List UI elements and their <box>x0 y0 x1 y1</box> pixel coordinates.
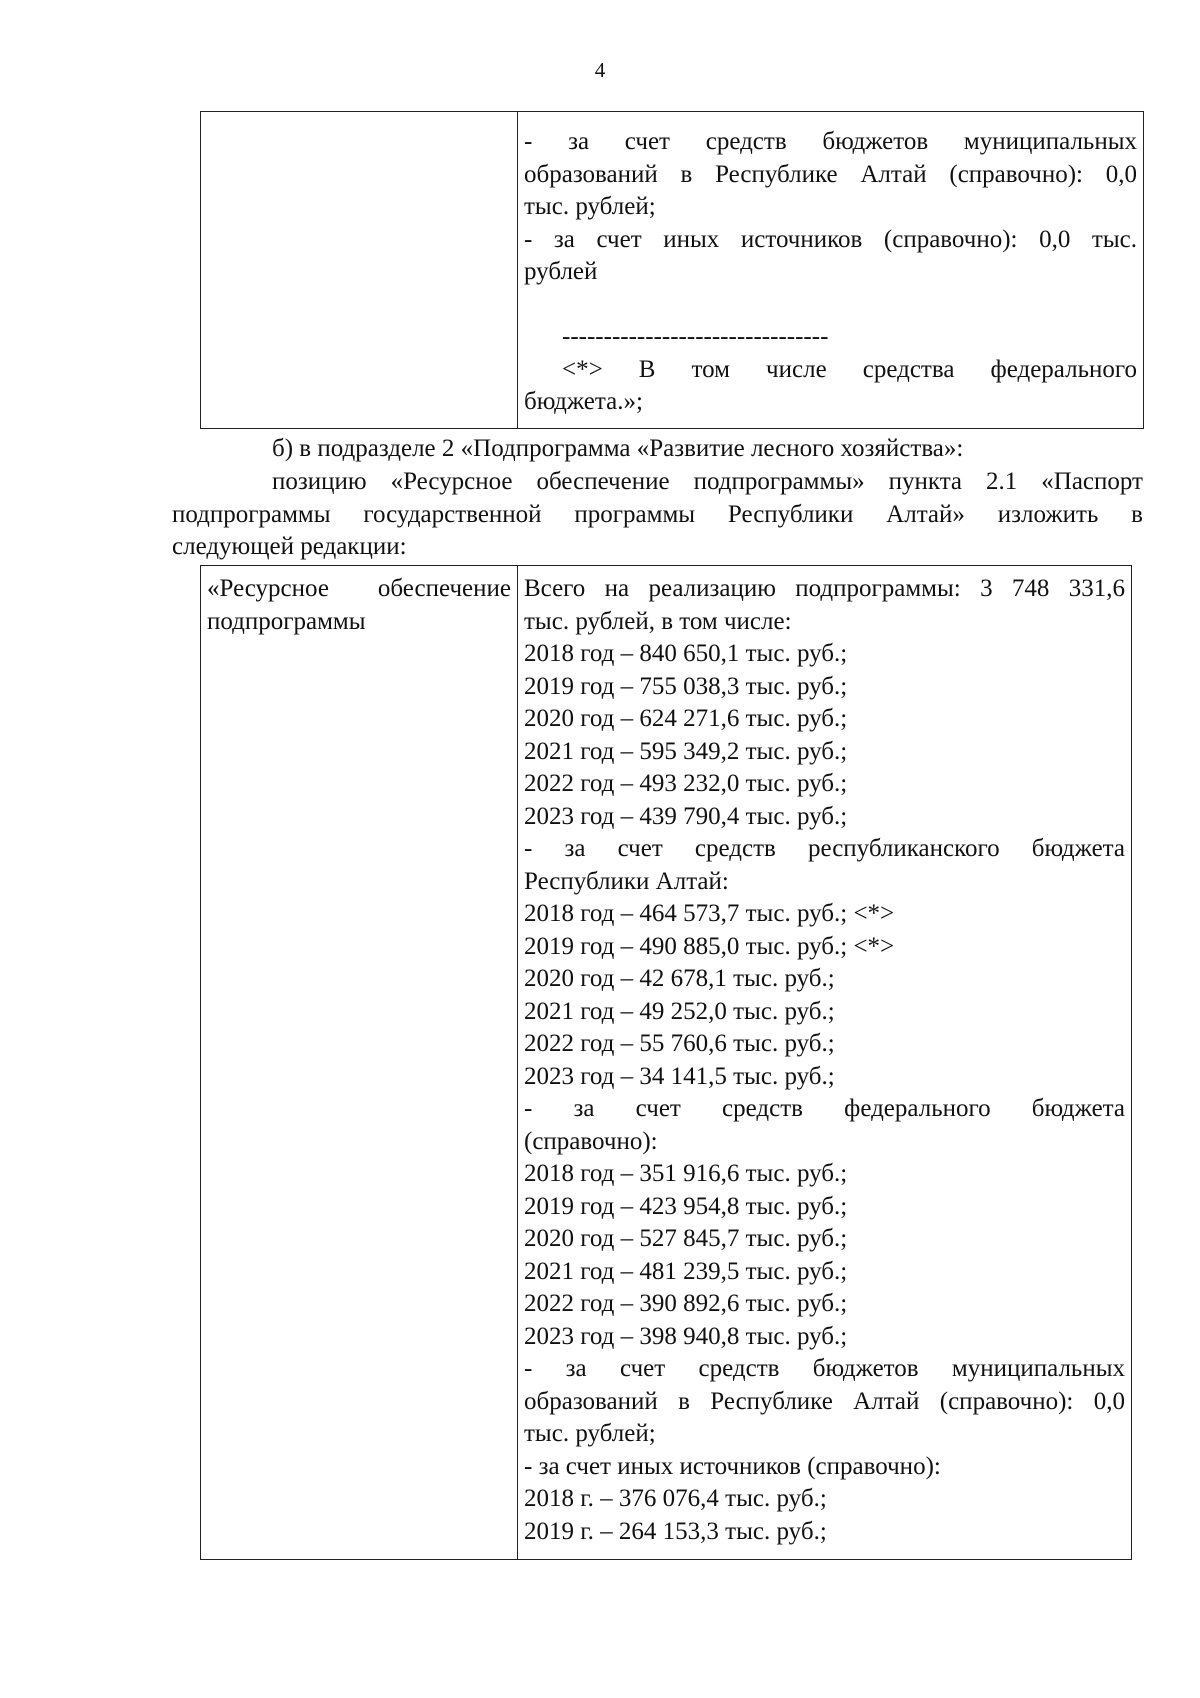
funding-line: 2023 год – 439 790,4 тыс. руб.; <box>524 802 848 830</box>
table2-right-cell <box>518 566 1132 1560</box>
resource-provision-table <box>200 565 1132 1560</box>
table1-left-cell <box>201 112 518 429</box>
footnote-separator: -------------------------------- <box>562 323 829 350</box>
funding-line: 2018 год – 840 650,1 тыс. руб.; <box>524 640 848 667</box>
resource-table-continued <box>200 111 1144 429</box>
table2-left-cell <box>201 566 518 1560</box>
funding-line: 2023 год – 398 940,8 тыс. руб.; <box>524 1322 848 1350</box>
funding-line: 2020 год – 42 678,1 тыс. руб.; <box>524 965 835 992</box>
funding-line: 2022 год – 390 892,6 тыс. руб.; <box>524 1290 848 1317</box>
funding-line: - за счет средств республиканского бюджета <box>524 835 1125 862</box>
funding-line: тыс. рублей; <box>524 1420 656 1447</box>
funding-line: 2018 год – 464 573,7 тыс. руб.; <*> <box>524 900 895 927</box>
page-number: 4 <box>594 58 606 82</box>
funding-line: 2021 год – 481 239,5 тыс. руб.; <box>524 1257 848 1285</box>
amendment-paragraph-position <box>172 466 1143 564</box>
funding-line: 2021 год – 595 349,2 тыс. руб.; <box>524 737 848 765</box>
funding-line: 2020 год – 624 271,6 тыс. руб.; <box>524 705 848 732</box>
funding-line: 2019 г. – 264 153,3 тыс. руб.; <box>524 1517 827 1545</box>
funding-line: 2022 год – 55 760,6 тыс. руб.; <box>524 1030 835 1057</box>
paragraph-line: следующей редакции: <box>172 533 407 560</box>
funding-line: 2019 год – 423 954,8 тыс. руб.; <box>524 1192 848 1220</box>
funding-line: тыс. рублей, в том числе: <box>524 607 792 635</box>
funding-line: 2019 год – 490 885,0 тыс. руб.; <*> <box>524 932 895 960</box>
footnote-text: <*> В том числе средства федерального <box>562 355 1137 383</box>
table1-line: образований в Республике Алтай (справочно): 0,0 <box>524 160 1137 188</box>
funding-line: 2018 г. – 376 076,4 тыс. руб.; <box>524 1485 827 1512</box>
amendment-paragraph-b <box>172 433 1143 466</box>
paragraph-line: б) в подразделе 2 «Подпрограмма «Развитие лесного хозяйства»: <box>272 435 964 462</box>
table1-line: - за счет иных источников (справочно): 0,0 тыс. <box>524 225 1137 253</box>
funding-line: - за счет иных источников (справочно): <box>524 1452 941 1480</box>
funding-line: образований в Республике Алтай (справочно): 0,0 <box>524 1387 1125 1415</box>
funding-line: Республики Алтай: <box>524 867 729 895</box>
table1-line: - за счет средств бюджетов муниципальных <box>524 128 1137 155</box>
funding-line: 2019 год – 755 038,3 тыс. руб.; <box>524 672 848 700</box>
footnote-text: бюджета.»; <box>524 388 643 415</box>
funding-line: 2020 год – 527 845,7 тыс. руб.; <box>524 1225 848 1252</box>
table1-line: рублей <box>524 258 598 285</box>
funding-line: - за счет средств федерального бюджета <box>524 1095 1125 1122</box>
funding-line: 2018 год – 351 916,6 тыс. руб.; <box>524 1160 848 1187</box>
paragraph-line: позицию «Ресурсное обеспечение подпрограммы» пункта 2.1 «Паспорт <box>272 468 1143 495</box>
funding-line: 2023 год – 34 141,5 тыс. руб.; <box>524 1062 835 1090</box>
table1-line: тыс. рублей; <box>524 193 656 220</box>
position-title: «Ресурсное обеспечение <box>207 575 511 602</box>
funding-line: (справочно): <box>524 1127 658 1155</box>
funding-line: - за счет средств бюджетов муниципальных <box>524 1355 1125 1382</box>
funding-line: 2022 год – 493 232,0 тыс. руб.; <box>524 770 848 797</box>
funding-line: Всего на реализацию подпрограммы: 3 748 331,6 <box>524 575 1125 602</box>
table1-right-cell <box>518 112 1144 429</box>
funding-line: 2021 год – 49 252,0 тыс. руб.; <box>524 997 835 1025</box>
paragraph-line: подпрограммы государственной программы Республики Алтай» изложить в <box>172 500 1143 528</box>
position-title: подпрограммы <box>207 607 366 635</box>
